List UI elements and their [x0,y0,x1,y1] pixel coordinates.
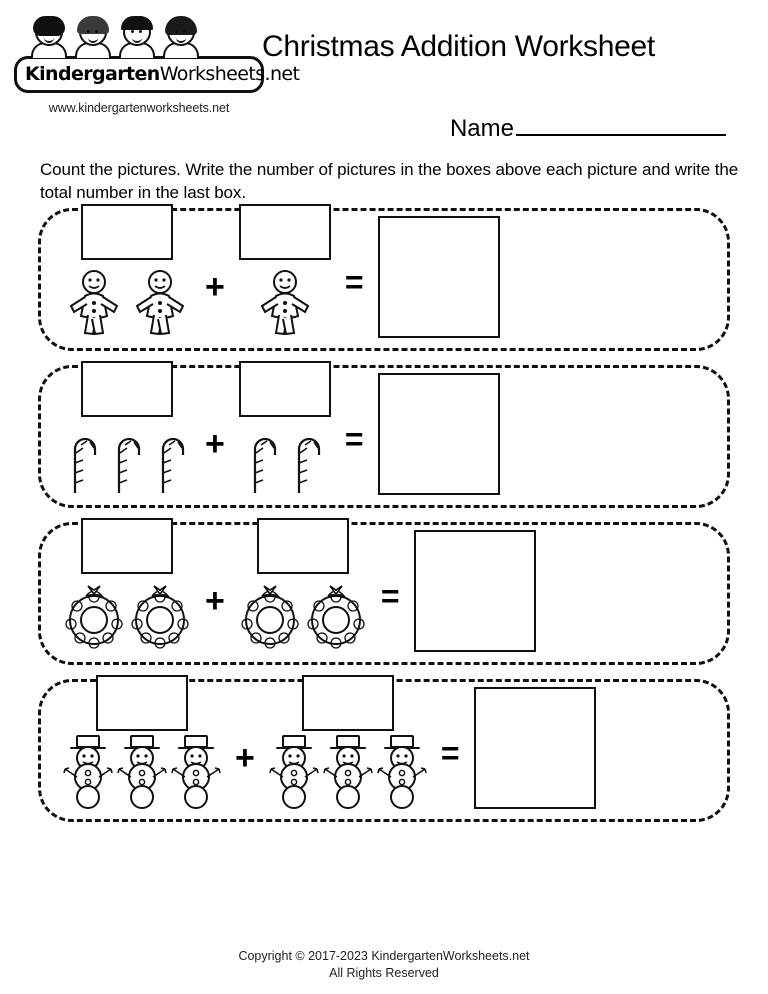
addend-group-2-left [63,361,191,495]
answer-group-2 [378,373,500,495]
site-url[interactable]: www.kindergartenworksheets.net [48,101,230,115]
count-box-2-right[interactable] [239,361,331,417]
count-box-2-left[interactable] [81,361,173,417]
candy-cane-icon [243,423,283,495]
site-logo[interactable] [14,16,300,115]
rights-text: All Rights Reserved [329,966,439,981]
count-box-1-left[interactable] [81,204,173,260]
picture-set-2-right [243,423,327,495]
operator-plus-4: + [235,739,255,777]
page-title: Christmas Addition Worksheet [262,30,655,63]
snowman-icon [323,733,373,809]
addend-group-3-left [63,518,191,652]
operator-plus-1: + [205,268,225,306]
problem-row-2 [38,365,730,508]
candy-cane-icon [107,423,147,495]
operator-plus-2: + [205,425,225,463]
count-box-4-right[interactable] [302,675,394,731]
count-box-4-left[interactable] [96,675,188,731]
picture-set-4-left [63,737,221,809]
picture-set-1-right [254,266,316,338]
snowman-icon [269,733,319,809]
kid-figure-4 [160,16,204,58]
snowman-icon [63,733,113,809]
problem-row-4 [38,679,730,822]
candy-cane-icon [151,423,191,495]
operator-equals-1: = [344,264,364,300]
addend-group-4-right [269,675,427,809]
snowman-icon [377,733,427,809]
answer-box-2[interactable] [378,373,500,495]
answer-box-3[interactable] [414,530,536,652]
problem-list [38,208,730,836]
addend-group-1-right [239,204,331,338]
logo-word-tld: .net [264,63,300,85]
copyright-text: Copyright © 2017-2023 KindergartenWorksheets.net [238,949,530,964]
name-blank-line[interactable] [516,114,726,136]
count-box-3-left[interactable] [81,518,173,574]
name-label: Name [449,115,514,142]
problem-row-3 [38,522,730,665]
page-header [0,0,768,150]
kid-figure-3 [116,16,160,58]
wreath-icon [129,580,191,652]
logo-word-worksheets: Worksheets [159,63,265,85]
operator-equals-4: = [440,735,460,771]
picture-set-3-left [63,580,191,652]
page-footer [0,948,768,982]
snowman-icon [171,733,221,809]
logo-wordmark [14,56,300,93]
snowman-icon [117,733,167,809]
gingerbread-man-icon [129,266,191,338]
problem-row-1 [38,208,730,351]
kids-illustration-icon [24,16,224,58]
addend-group-4-left [63,675,221,809]
operator-equals-2: = [344,421,364,457]
answer-box-4[interactable] [474,687,596,809]
operator-equals-3: = [380,578,400,614]
answer-group-1 [378,216,500,338]
answer-group-4 [474,687,596,809]
addend-group-2-right [239,361,331,495]
addend-group-3-right [239,518,367,652]
candy-cane-icon [287,423,327,495]
answer-group-3 [414,530,536,652]
picture-set-2-left [63,423,191,495]
picture-set-1-left [63,266,191,338]
student-name-field[interactable] [450,114,726,143]
kid-figure-2 [72,16,116,58]
addend-group-1-left [63,204,191,338]
gingerbread-man-icon [254,266,316,338]
gingerbread-man-icon [63,266,125,338]
answer-box-1[interactable] [378,216,500,338]
picture-set-4-right [269,737,427,809]
wreath-icon [239,580,301,652]
wreath-icon [63,580,125,652]
count-box-3-right[interactable] [257,518,349,574]
kid-figure-1 [28,16,72,58]
logo-word-kindergarten: Kindergarten [25,63,160,85]
instructions-text: Count the pictures. Write the number of pictures in the boxes above each picture and write the total number in the last box. [40,160,739,203]
wreath-icon [305,580,367,652]
count-box-1-right[interactable] [239,204,331,260]
picture-set-3-right [239,580,367,652]
candy-cane-icon [63,423,103,495]
operator-plus-3: + [205,582,225,620]
